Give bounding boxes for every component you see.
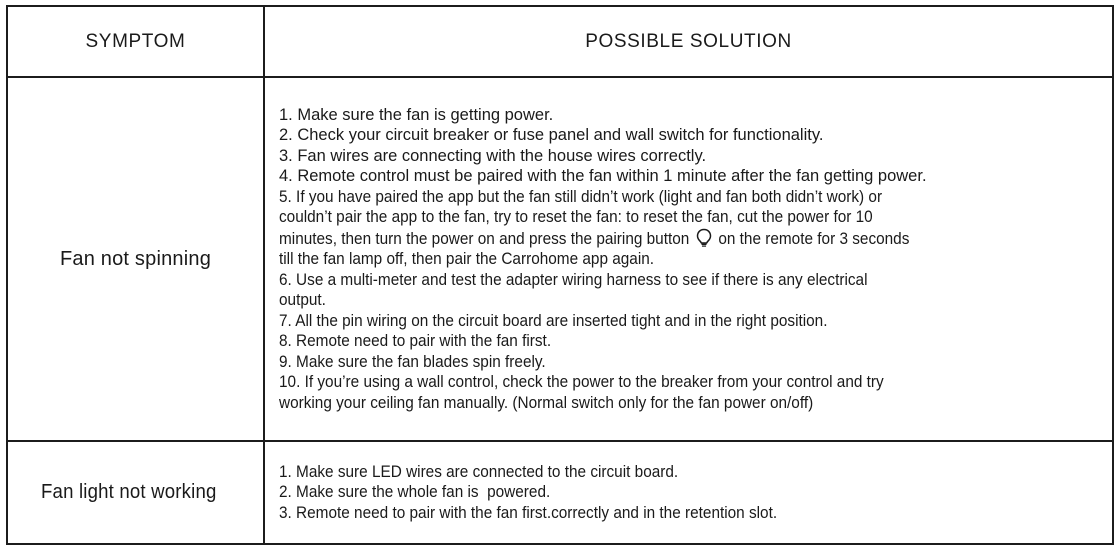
solution-item (279, 503, 1112, 524)
solution-item: 1. Make sure the fan is getting power. (279, 105, 554, 124)
solution-line: 7. All the pin wiring on the circuit board are inserted tight and in the right position. (279, 311, 828, 330)
solution-line-with-icon (279, 228, 909, 250)
solution-item-continued (279, 249, 1112, 270)
solution-line: 8. Remote need to pair with the fan first. (279, 332, 552, 351)
solution-line: 2. Make sure the whole fan is powered. (279, 483, 551, 502)
solution-item (279, 372, 1112, 393)
solution-item (279, 270, 1112, 291)
solution-item (279, 462, 1112, 483)
symptom-cell (7, 441, 264, 544)
solution-line: 5. If you have paired the app but the fan still didn’t work (light and fan both didn’t work) or (279, 187, 883, 206)
solution-line: 6. Use a multi-meter and test the adapter wiring harness to see if there is any electrical (279, 270, 868, 289)
solution-item (279, 482, 1112, 503)
solution-line: working your ceiling fan manually. (Normal switch only for the fan power on/off) (279, 393, 814, 412)
solution-item (279, 331, 1112, 352)
solution-item-continued (279, 228, 1112, 250)
solution-item-continued (279, 393, 1112, 414)
solution-line: minutes, then turn the power on and press the pairing button (279, 229, 690, 248)
solution-line: till the fan lamp off, then pair the Carrohome app again. (279, 250, 655, 269)
table-row (7, 441, 1113, 544)
solution-item (279, 311, 1112, 332)
solution-item-continued (279, 290, 1112, 311)
solution-item: 3. Fan wires are connecting with the house wires correctly. (279, 146, 707, 165)
symptom-cell: Fan not spinning (7, 77, 264, 441)
symptom-column-header: SYMPTOM (7, 6, 264, 77)
troubleshooting-table (6, 5, 1114, 545)
symptom-text: Fan light not working (41, 481, 217, 503)
solution-line: output. (279, 291, 326, 310)
solution-line: 3. Remote need to pair with the fan first.correctly and in the retention slot. (279, 503, 778, 522)
light-bulb-icon (695, 228, 712, 248)
solution-item (279, 352, 1112, 373)
solution-item-continued (279, 207, 1112, 228)
solution-cell (264, 441, 1113, 544)
solution-column-header: POSSIBLE SOLUTION (264, 6, 1113, 77)
solution-cell (264, 77, 1113, 441)
solution-item (279, 187, 1112, 208)
solution-line: couldn’t pair the app to the fan, try to reset the fan: to reset the fan, cut the power for 10 (279, 208, 873, 227)
solution-line: 10. If you’re using a wall control, check the power to the breaker from your control and try (279, 373, 884, 392)
solution-item: 4. Remote control must be paired with the fan within 1 minute after the fan getting power. (279, 167, 927, 186)
table-header-row (7, 6, 1113, 77)
solution-line: 1. Make sure LED wires are connected to the circuit board. (279, 462, 679, 481)
solution-line: 9. Make sure the fan blades spin freely. (279, 352, 546, 371)
solution-item: 2. Check your circuit breaker or fuse panel and wall switch for functionality. (279, 126, 824, 145)
solution-line: on the remote for 3 seconds (718, 229, 910, 248)
table-row (7, 77, 1113, 441)
